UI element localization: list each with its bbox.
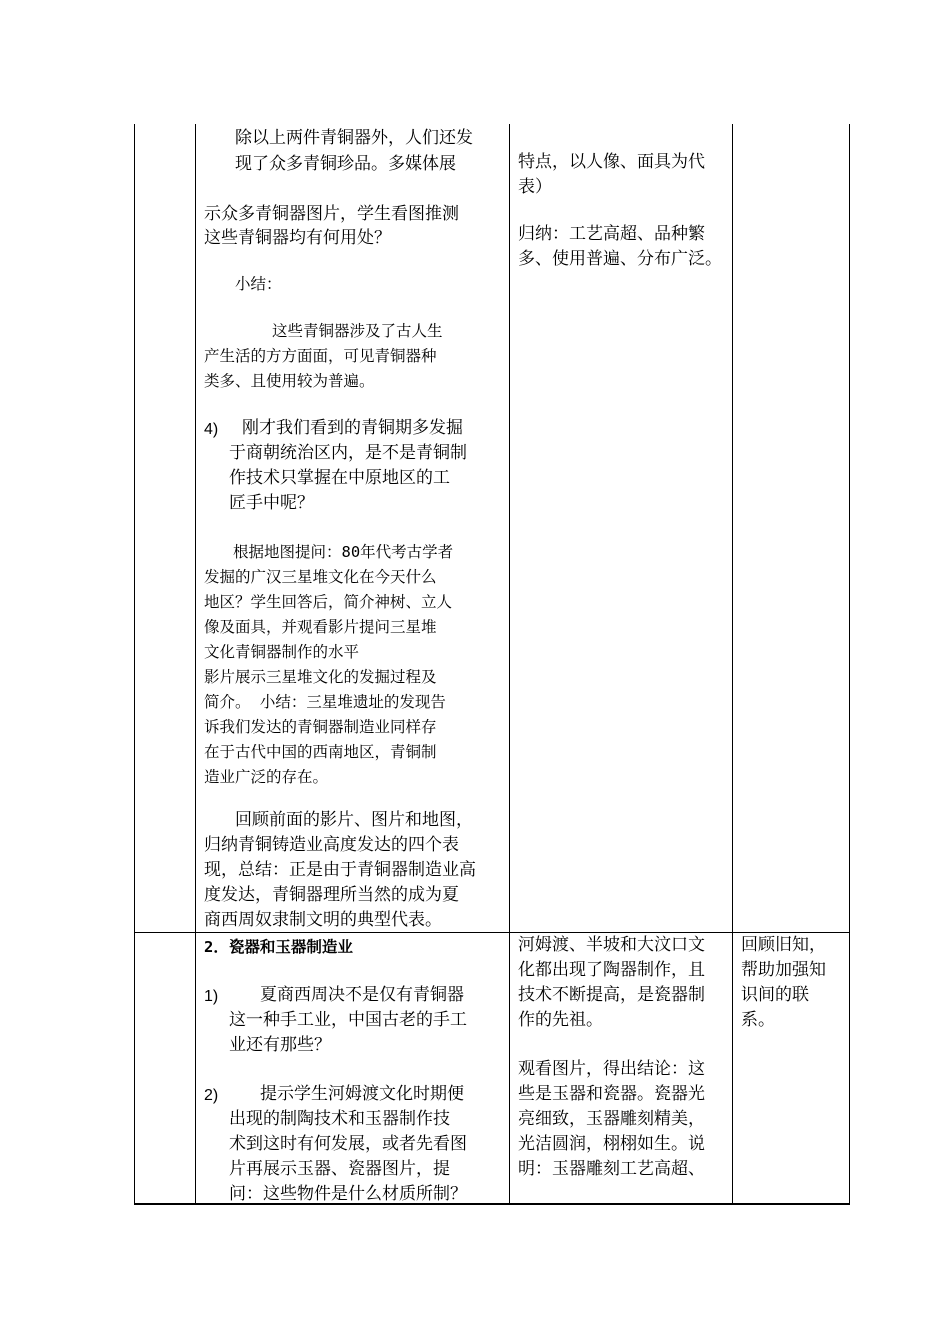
teacher-activity-cell	[196, 933, 510, 1205]
text-line: 产生活的方方面面，可见青铜器种	[204, 347, 437, 365]
text-line: 明：玉器雕刻工艺高超、	[518, 1159, 705, 1179]
text-line: 观看图片，得出结论：这	[518, 1059, 705, 1079]
text-line: 归纳青铜铸造业高度发达的四个表	[204, 835, 459, 855]
text-line: 回顾前面的影片、图片和地图，	[235, 810, 473, 830]
text-line: 作技术只掌握在中原地区的工	[229, 468, 450, 488]
text-line: 技术不断提高，是瓷器制	[518, 985, 705, 1005]
teacher-activity-cell	[196, 124, 510, 933]
text-line: 示众多青铜器图片，学生看图推测	[204, 204, 459, 224]
student-activity-cell	[510, 124, 733, 933]
text-line: 匠手中呢？	[229, 493, 314, 513]
text-line: 系。	[741, 1010, 775, 1030]
design-intent-cell	[733, 933, 850, 1205]
text-line: 诉我们发达的青铜器制造业同样存	[204, 718, 437, 736]
text-line: 业还有那些？	[229, 1035, 331, 1055]
list-number: 2)	[204, 1087, 219, 1104]
text-line: 文化青铜器制作的水平	[204, 643, 360, 661]
text-line: 片再展示玉器、瓷器图片，提	[229, 1159, 450, 1179]
text-line: 识间的联	[741, 985, 809, 1005]
text-line: 商西周奴隶制文明的典型代表。	[204, 910, 442, 930]
student-activity-cell	[510, 933, 733, 1205]
text-line: 发掘的广汉三星堆文化在今天什么	[204, 568, 437, 586]
text-line: 亮细致，玉器雕刻精美，	[518, 1109, 705, 1129]
text-line: 归纳：工艺高超、品种繁	[518, 224, 705, 244]
text-line: 夏商西周决不是仅有青铜器	[260, 985, 464, 1005]
text-line: 问：这些物件是什么材质所制？	[229, 1184, 467, 1204]
text-line: 帮助加强知	[741, 960, 826, 980]
text-line: 光洁圆润，栩栩如生。说	[518, 1134, 705, 1154]
design-intent-cell	[733, 124, 850, 933]
text-line: 刚才我们看到的青铜期多发掘	[242, 418, 463, 438]
text-line: 类多、且使用较为普遍。	[204, 372, 375, 390]
text-line: 除以上两件青铜器外，人们还发	[235, 128, 473, 148]
text-line: 术到这时有何发展，或者先看图	[229, 1134, 467, 1154]
summary-label: 小结：	[235, 275, 282, 293]
text-line: 河姆渡、半坡和大汶口文	[518, 935, 705, 955]
text-line: 多、使用普遍、分布广泛。	[518, 249, 722, 269]
section-heading: 2．瓷器和玉器制造业	[204, 938, 353, 956]
text-line: 这一种手工业，中国古老的手工	[229, 1010, 467, 1030]
text-line: 于商朝统治区内，是不是青铜制	[229, 443, 467, 463]
text-line: 度发达，青铜器理所当然的成为夏	[204, 885, 459, 905]
text-line: 特点，以人像、面具为代	[518, 152, 705, 172]
text-line: 现，总结：正是由于青铜器制造业高	[204, 860, 476, 880]
text-line: 这些青铜器均有何用处？	[204, 228, 391, 248]
text-line: 造业广泛的存在。	[204, 768, 329, 786]
text-line: 作的先祖。	[518, 1010, 603, 1030]
text-line: 表）	[518, 177, 552, 197]
text-line: 简介。 小结：三星堆遗址的发现告	[204, 693, 446, 711]
text-line: 根据地图提问：80年代考古学者	[233, 543, 454, 561]
list-number: 1)	[204, 988, 219, 1005]
table-row	[135, 124, 850, 933]
text-line: 影片展示三星堆文化的发掘过程及	[204, 668, 437, 686]
table-row	[135, 933, 850, 1205]
text-line: 回顾旧知，	[741, 935, 826, 955]
lesson-plan-table	[134, 124, 850, 1205]
text-line: 些是玉器和瓷器。瓷器光	[518, 1084, 705, 1104]
text-line: 地区？学生回答后，简介神树、立人	[204, 593, 453, 611]
text-line: 在于古代中国的西南地区，青铜制	[204, 743, 437, 761]
text-line: 这些青铜器涉及了古人生	[272, 322, 443, 340]
list-number: 4)	[204, 421, 219, 438]
text-line: 像及面具，并观看影片提问三星堆	[204, 618, 437, 636]
text-line: 提示学生河姆渡文化时期便	[260, 1084, 464, 1104]
text-line: 出现的制陶技术和玉器制作技	[229, 1109, 450, 1129]
stage-cell	[135, 124, 196, 933]
stage-cell	[135, 933, 196, 1205]
text-line: 现了众多青铜珍品。多媒体展	[235, 154, 456, 174]
text-line: 化都出现了陶器制作，且	[518, 960, 705, 980]
